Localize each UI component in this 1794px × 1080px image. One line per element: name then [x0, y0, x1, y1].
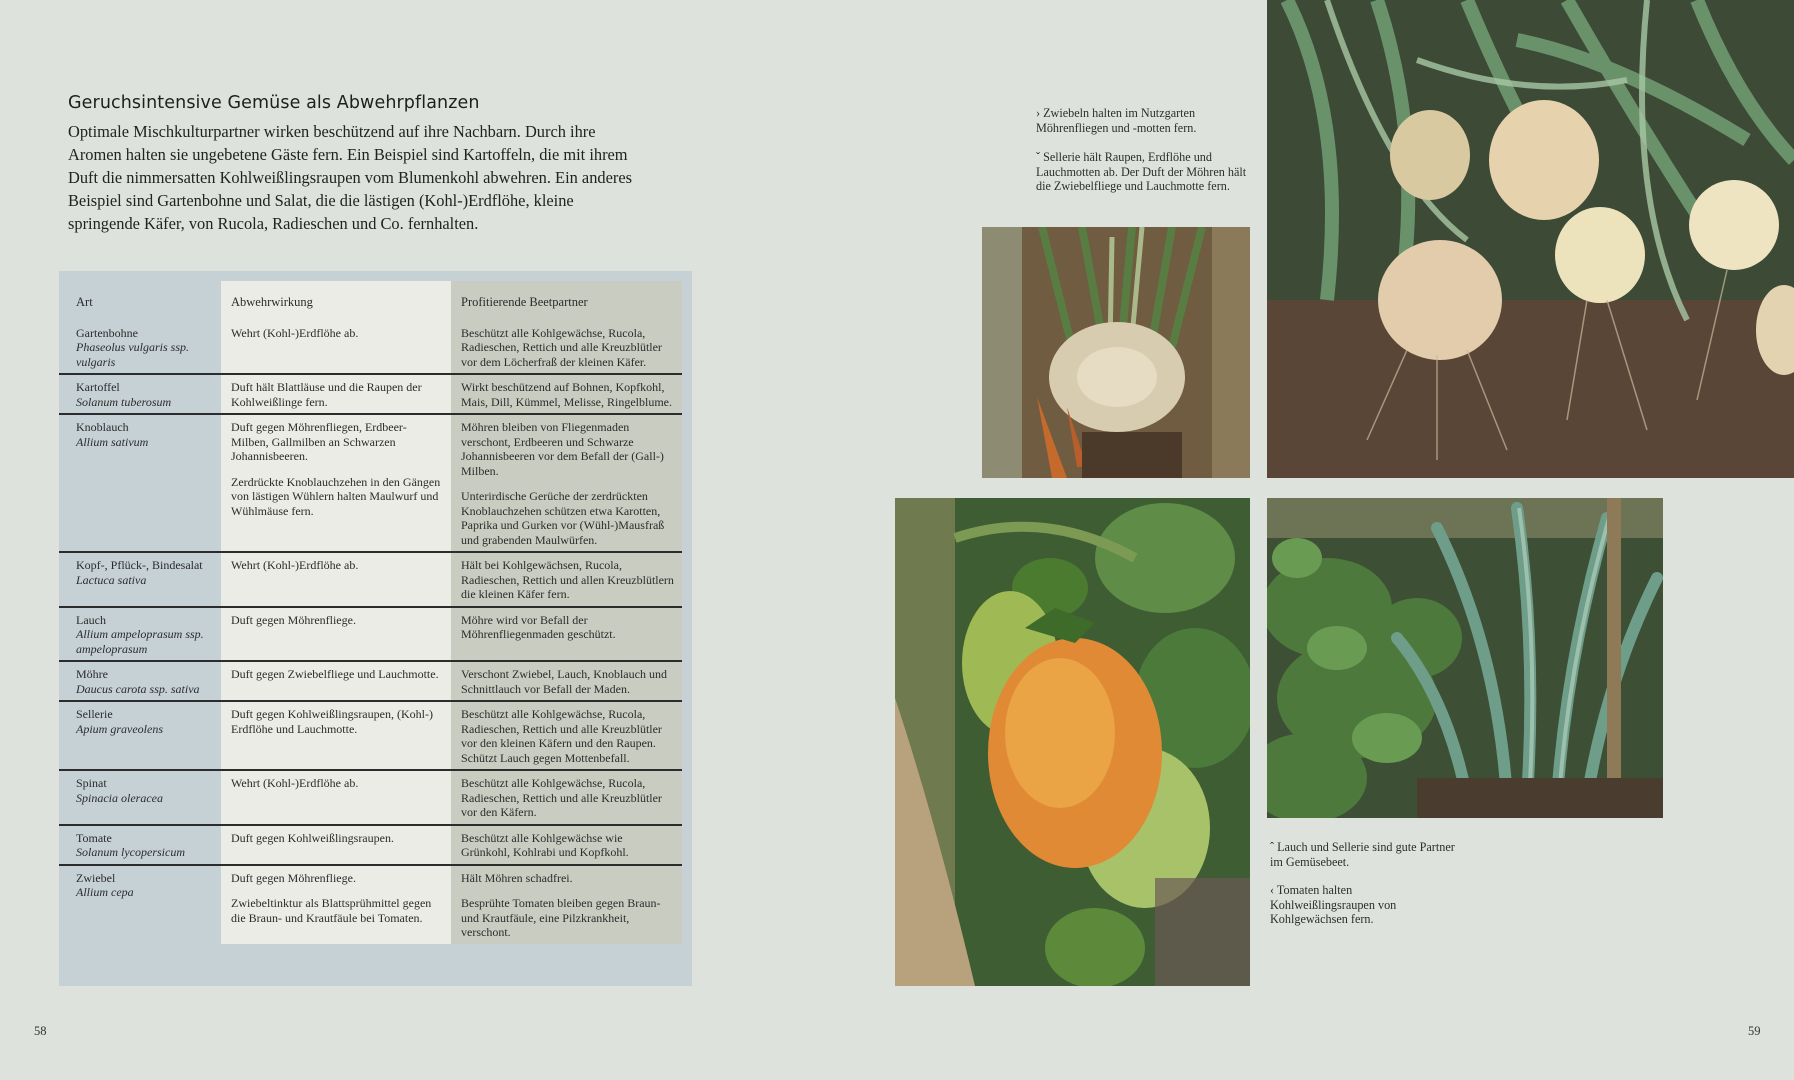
effect-cell — [221, 770, 451, 825]
effect-text: Duft gegen Kohlweißlingsraupen, (Kohl-) Erdflöhe und Lauchmotte. — [231, 707, 433, 736]
partner-text: Wirkt beschützend auf Bohnen, Kopfkohl, Mais, Dill, Kümmel, Melisse, Ringelblume. — [461, 380, 672, 409]
partner-cell — [451, 701, 682, 770]
plant-latin-name: Allium cepa — [76, 885, 134, 899]
partner-cell — [451, 607, 682, 662]
partner-cell — [451, 321, 682, 375]
plant-latin-name: Solanum tuberosum — [76, 394, 172, 409]
effect-cell — [221, 865, 451, 944]
plant-cell — [59, 661, 221, 701]
effect-cell — [221, 414, 451, 552]
table-row — [59, 321, 682, 375]
intro-paragraph: Optimale Mischkulturpartner wirken beschützend auf ihre Nachbarn. Durch ihre Aromen halten sie ungebetene Gäste fern. Ein Beispiel sind Kartoffeln, die mit ihrem Duft die nimmersatten Kohlweißlingsraupen vom Blumenkohl abwehren. Ein anderes Beispiel sind Gartenbohne und Salat, die die lästigen (Kohl-)Erdflöhe, kleine springende Käfer, von Rucola, Radieschen und Co. fernhalten. — [68, 122, 632, 233]
plant-name: Kopf-, Pflück-, Bindesalat — [76, 558, 203, 572]
plant-cell — [59, 865, 221, 944]
partner-cell — [451, 825, 682, 865]
column-header-art: Art — [59, 281, 221, 321]
table-row — [59, 607, 682, 662]
effect-cell — [221, 661, 451, 701]
effect-text: Duft gegen Möhrenfliege. — [231, 612, 356, 627]
plant-latin-name: Apium graveolens — [76, 721, 163, 736]
partner-text-extra: Unterirdische Gerüche der zerdrückten Knoblauchzehen schützen etwa Karotten, Paprika und Gurken vor (Wühl-)Mausfraß und grabenden Maulwürfen. — [461, 489, 665, 547]
partner-cell — [451, 374, 682, 414]
table-body — [59, 321, 682, 944]
defense-plants-table-panel — [59, 271, 692, 986]
table-row — [59, 374, 682, 414]
tomatoes-photo — [895, 498, 1250, 986]
effect-cell — [221, 552, 451, 607]
effect-text: Duft hält Blattläuse und die Raupen der Kohlweißlinge fern. — [231, 380, 422, 409]
effect-text-extra: Zwiebeltinktur als Blattsprühmittel gegen die Braun- und Krautfäule bei Tomaten. — [231, 896, 432, 925]
table-row — [59, 661, 682, 701]
effect-cell — [221, 701, 451, 770]
plant-cell — [59, 374, 221, 414]
partner-text: Verschont Zwiebel, Lauch, Knoblauch und Schnittlauch vor Befall der Maden. — [461, 667, 667, 696]
page-number-right: 59 — [1748, 1024, 1761, 1038]
plant-name: Spinat — [76, 776, 107, 790]
partner-text: Möhre wird vor Befall der Möhrenfliegenmaden geschützt. — [461, 612, 616, 641]
effect-cell — [221, 825, 451, 865]
partner-text: Möhren bleiben von Fliegenmaden verschont, Erdbeeren und Schwarze Johannisbeeren vor dem Befall der (Gall-) Milben. — [461, 420, 664, 478]
partner-cell — [451, 414, 682, 552]
partner-cell — [451, 552, 682, 607]
partner-cell — [451, 770, 682, 825]
caption-onions: › Zwiebeln halten im Nutzgarten Möhrenfliegen und -motten fern. — [1036, 106, 1197, 135]
plant-latin-name: Daucus carota ssp. sativa — [76, 681, 200, 696]
partner-text: Hält bei Kohlgewächsen, Rucola, Radieschen, Rettich und allen Kreuzblütlern die kleinen Käfer fern. — [461, 558, 674, 601]
effect-text: Duft gegen Zwiebelfliege und Lauchmotte. — [231, 667, 439, 681]
column-header-abwehrwirkung: Abwehrwirkung — [221, 281, 451, 321]
plant-latin-name: Allium sativum — [76, 434, 149, 449]
effect-cell — [221, 321, 451, 375]
partner-text: Beschützt alle Kohlgewächse, Rucola, Radieschen, Rettich und alle Kreuzblütler vor den kleinen Käfern und den Raupen. Schützt Lauch gegen Mottenbefall. — [461, 707, 662, 765]
partner-text: Hält Möhren schadfrei. — [461, 870, 573, 885]
plant-cell — [59, 701, 221, 770]
onions-photo — [1267, 0, 1794, 478]
column-header-beetpartner: Profitierende Beetpartner — [451, 281, 682, 321]
partner-text: Beschützt alle Kohlgewächse, Rucola, Radieschen, Rettich und alle Kreuzblütler vor dem Löcherfraß der kleinen Käfer. — [461, 325, 662, 369]
plant-cell — [59, 770, 221, 825]
plant-cell — [59, 607, 221, 662]
plant-name: Kartoffel — [76, 380, 120, 394]
plant-latin-name: Lactuca sativa — [76, 572, 147, 587]
plant-latin-name: Phaseolus vulgaris ssp. vulgaris — [76, 340, 190, 369]
plant-name: Sellerie — [76, 707, 113, 721]
leek-celery-photo — [1267, 498, 1663, 818]
table-row — [59, 825, 682, 865]
caption-celery: ˇ Sellerie hält Raupen, Erdflöhe und Lauchmotten ab. Der Duft der Möhren hält die Zwiebelfliege und Lauchmotte fern. — [1036, 150, 1247, 193]
section-heading: Geruchsintensive Gemüse als Abwehrpflanzen — [68, 93, 480, 113]
table-row — [59, 414, 682, 552]
effect-text: Wehrt (Kohl-)Erdflöhe ab. — [231, 558, 359, 572]
plant-name: Möhre — [76, 667, 108, 681]
partner-cell — [451, 661, 682, 701]
effect-text-extra: Zerdrückte Knoblauchzehen in den Gängen von lästigen Wühlern halten Maulwurf und Wühlmäuse fern. — [231, 474, 441, 518]
partner-text: Beschützt alle Kohlgewächse, Rucola, Radieschen, Rettich und alle Kreuzblütler vor den Käfern. — [461, 776, 662, 819]
effect-text: Duft gegen Möhrenfliegen, Erdbeer-Milben, Gallmilben an Schwarzen Johannisbeeren. — [231, 420, 407, 463]
plant-cell — [59, 414, 221, 552]
defense-plants-table — [59, 281, 682, 944]
plant-latin-name: Spinacia oleracea — [76, 790, 163, 805]
effect-text: Duft gegen Kohlweißlingsraupen. — [231, 830, 394, 845]
plant-name: Zwiebel — [76, 870, 116, 885]
plant-latin-name: Solanum lycopersicum — [76, 845, 185, 859]
caption-tomatoes: ‹ Tomaten halten Kohlweißlingsraupen von Kohlgewächsen fern. — [1270, 883, 1397, 926]
plant-name: Gartenbohne — [76, 325, 138, 340]
plant-name: Knoblauch — [76, 420, 129, 434]
plant-cell — [59, 321, 221, 375]
caption-leek-celery: ˆ Lauch und Sellerie sind gute Partner im Gemüsebeet. — [1270, 840, 1455, 869]
table-row — [59, 701, 682, 770]
partner-text-extra: Besprühte Tomaten bleiben gegen Braun- und Krautfäule, eine Pilzkrankheit, verschont. — [461, 896, 661, 939]
plant-latin-name: Allium ampeloprasum ssp. ampeloprasum — [76, 627, 204, 656]
celery-root-photo — [982, 227, 1250, 478]
plant-name: Tomate — [76, 830, 112, 845]
table-row — [59, 552, 682, 607]
plant-name: Lauch — [76, 612, 106, 627]
effect-cell — [221, 607, 451, 662]
effect-text: Wehrt (Kohl-)Erdflöhe ab. — [231, 325, 359, 340]
plant-cell — [59, 825, 221, 865]
table-row — [59, 865, 682, 944]
partner-cell — [451, 865, 682, 944]
effect-text: Duft gegen Möhrenfliege. — [231, 870, 356, 885]
table-row — [59, 770, 682, 825]
effect-text: Wehrt (Kohl-)Erdflöhe ab. — [231, 776, 359, 790]
page-number-left: 58 — [34, 1024, 47, 1038]
effect-cell — [221, 374, 451, 414]
table-header-row — [59, 281, 682, 321]
partner-text: Beschützt alle Kohlgewächse wie Grünkohl, Kohlrabi und Kopfkohl. — [461, 830, 629, 859]
plant-cell — [59, 552, 221, 607]
